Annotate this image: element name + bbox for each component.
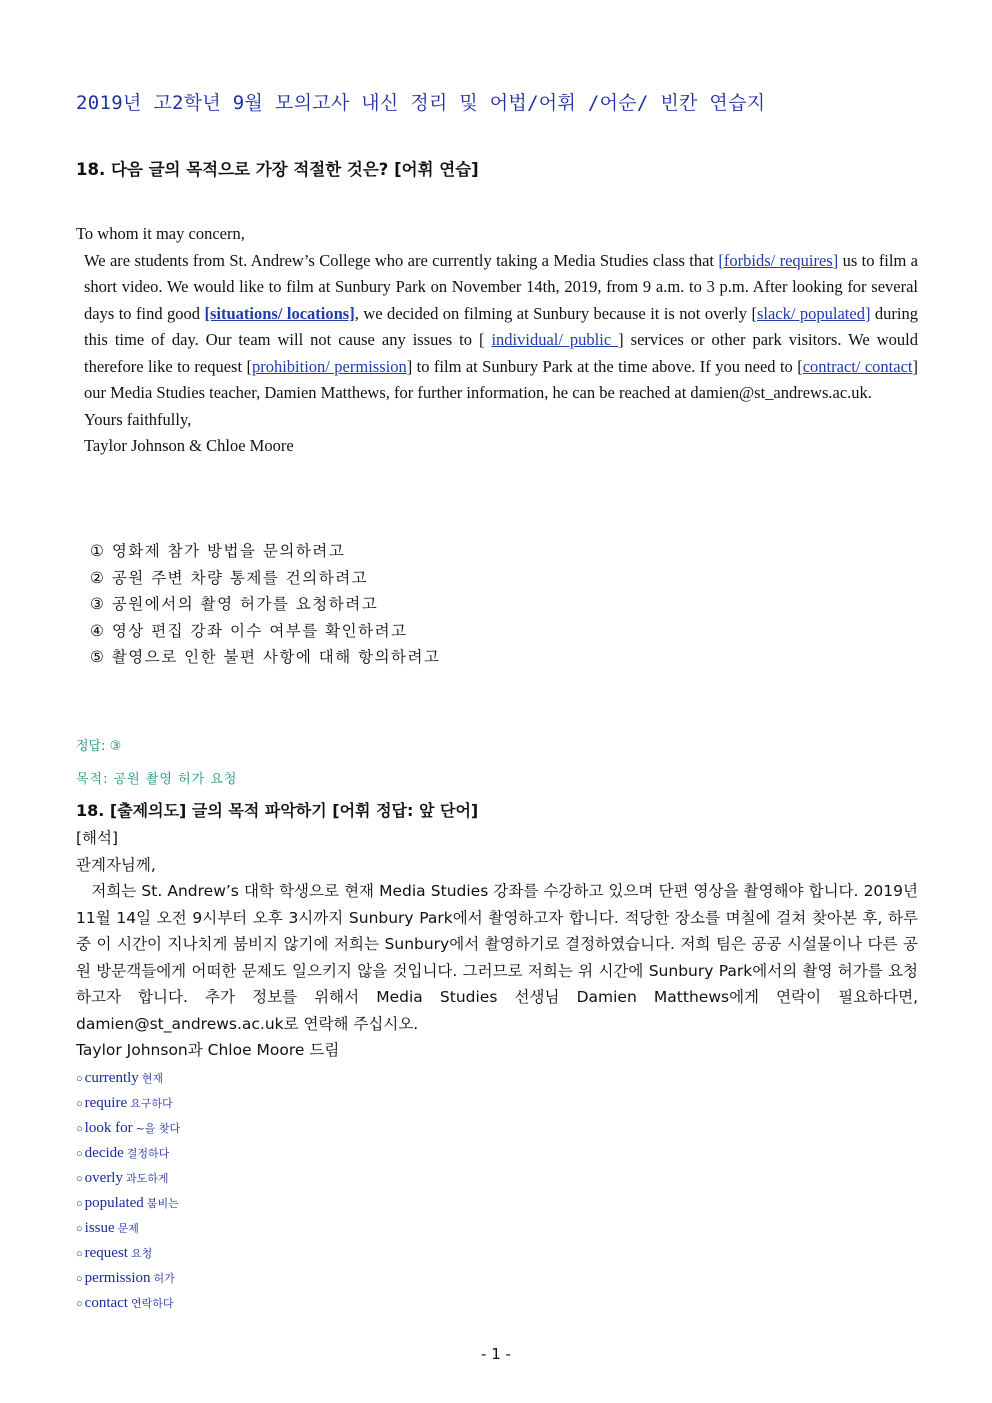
body-text-1: We are students from St. Andrew’s College who are currently taking a Media Studies class that <box>84 250 719 270</box>
vocab-item <box>76 1241 180 1266</box>
body-text-7: ] our Media Studies teacher, Damien Matthews, for further information, he can be reached at damien@st_andrews.ac.uk. <box>84 356 919 402</box>
vocab-word: contact <box>84 1295 128 1311</box>
circle-bullet-icon: ○ <box>76 1173 83 1185</box>
option-contract-contact: contract/ contact <box>802 356 913 376</box>
translation-body: 저희는 St. Andrew’s 대학 학생으로 현재 Media Studies 강좌를 수강하고 있으며 단편 영상을 촬영해야 합니다. 2019년 11월 14일 오전 9시부터 오후 3시까지 Sunbury Park에서 촬영하고자 합니다. 적당한 장소를 며칠에 걸쳐 찾아본 후, 하루 중 이 시간이 지나치게 붐비지 않기에 저희는 Sunbury에서 촬영하기로 결정하였습니다. 저희 팀은 공공 시설물이나 다른 공원 방문객들에게 어떠한 문제도 일으키지 않을 것입니다. 그러므로 저희는 위 시간에 Sunbury Park에서의 촬영 허가를 요청하고자 합니다. 추가 정보를 위해서 Media Studies 선생님 Damien Matthews에게 연락이 필요하다면, damien@st_andrews.ac.uk로 연락해 주십시오. <box>76 882 923 1033</box>
vocab-word: request <box>84 1245 128 1261</box>
vocab-word: currently <box>84 1070 139 1086</box>
circle-bullet-icon: ○ <box>76 1248 83 1260</box>
vocab-item <box>76 1141 180 1166</box>
vocab-meaning: 요구하다 <box>130 1097 173 1110</box>
option-slack-populated: slack/ populated] <box>756 303 871 323</box>
choice-2: ② 공원 주변 차량 통제를 건의하려고 <box>90 568 369 587</box>
body-text-5: ] services or other park visitors. We would therefore like to request [ <box>84 330 918 376</box>
vocab-list <box>76 1066 180 1316</box>
vocab-word: look for <box>84 1120 133 1136</box>
page-number: - 1 - <box>481 1345 511 1363</box>
letter-salutation: To whom it may concern, <box>76 224 245 243</box>
vocab-meaning: 요청 <box>130 1247 153 1260</box>
vocab-item <box>76 1266 180 1291</box>
vocab-meaning: 허가 <box>153 1272 175 1285</box>
option-individual-public: individual/ public <box>491 330 619 349</box>
option-prohibition-permission: prohibition/ permission <box>251 356 407 376</box>
circle-bullet-icon: ○ <box>76 1198 83 1210</box>
body-text-4: during this time of day. Our team will not cause any issues to [ <box>84 303 919 349</box>
vocab-meaning: 문제 <box>117 1222 139 1235</box>
question-intent: 18. [출제의도] 글의 목적 파악하기 [어휘 정답: 앞 단어] <box>76 801 479 820</box>
body-text-2: us to film a short video. We would like to film at Sunbury Park on November 14th, 2019, from 9 a.m. to 3 p.m. After looking for several days to find good <box>84 250 919 323</box>
option-situations-locations: [situations/ locations] <box>204 303 355 323</box>
vocab-item <box>76 1216 180 1241</box>
vocab-word: issue <box>84 1220 115 1236</box>
vocab-meaning: 현재 <box>141 1072 164 1085</box>
choice-5: ⑤ 촬영으로 인한 불편 사항에 대해 항의하려고 <box>90 648 441 666</box>
circle-bullet-icon: ○ <box>76 1098 83 1110</box>
vocab-word: populated <box>84 1195 144 1211</box>
circle-bullet-icon: ○ <box>76 1123 83 1135</box>
vocab-item <box>76 1066 180 1091</box>
choice-1: ① 영화제 참가 방법을 문의하려고 <box>90 542 346 560</box>
option-forbids-requires: [forbids/ requires] <box>718 250 839 270</box>
vocab-meaning: ~을 찾다 <box>135 1122 181 1135</box>
question-title: 18. 다음 글의 목적으로 가장 적절한 것은? [어휘 연습] <box>76 160 479 179</box>
vocab-word: require <box>84 1095 128 1111</box>
vocab-item <box>76 1091 180 1116</box>
vocab-meaning: 연락하다 <box>130 1297 174 1310</box>
body-text-6: ] to film at Sunbury Park at the time above. If you need to [ <box>406 356 803 376</box>
vocab-meaning: 결정하다 <box>126 1147 170 1160</box>
letter-body <box>76 248 918 407</box>
translation-section <box>76 825 923 1064</box>
circle-bullet-icon: ○ <box>76 1223 83 1235</box>
answer-choices <box>90 538 440 671</box>
vocab-item <box>76 1166 180 1191</box>
choice-4: ④ 영상 편집 강좌 이수 여부를 확인하려고 <box>90 621 408 640</box>
vocab-meaning: 과도하게 <box>125 1172 169 1185</box>
circle-bullet-icon: ○ <box>76 1073 83 1085</box>
translation-signoff: Taylor Johnson과 Chloe Moore 드림 <box>76 1041 340 1059</box>
vocab-word: decide <box>84 1145 124 1161</box>
choice-3: ③ 공원에서의 촬영 허가를 요청하려고 <box>90 595 379 613</box>
letter-signature: Taylor Johnson & Chloe Moore <box>84 436 294 455</box>
vocab-meaning: 붐비는 <box>146 1197 179 1210</box>
vocab-word: overly <box>84 1170 123 1186</box>
vocab-item <box>76 1191 180 1216</box>
purpose-note: 목적: 공원 촬영 허가 요청 <box>76 772 238 787</box>
circle-bullet-icon: ○ <box>76 1148 83 1160</box>
answer-key: 정답: ③ <box>76 739 122 754</box>
circle-bullet-icon: ○ <box>76 1273 83 1285</box>
translation-label: [해석] <box>76 829 119 847</box>
body-text-3: , we decided on filming at Sunbury because it is not overly [ <box>354 303 757 323</box>
worksheet-title: 2019년 고2학년 9월 모의고사 내신 정리 및 어법/어휘 /어순/ 빈칸 연습지 <box>76 92 766 114</box>
letter-closing: Yours faithfully, <box>84 409 192 429</box>
vocab-item <box>76 1291 180 1316</box>
translation-greeting: 관계자님께, <box>76 855 156 874</box>
vocab-item <box>76 1116 180 1141</box>
circle-bullet-icon: ○ <box>76 1298 83 1310</box>
letter-passage <box>76 221 918 460</box>
vocab-word: permission <box>84 1270 151 1286</box>
